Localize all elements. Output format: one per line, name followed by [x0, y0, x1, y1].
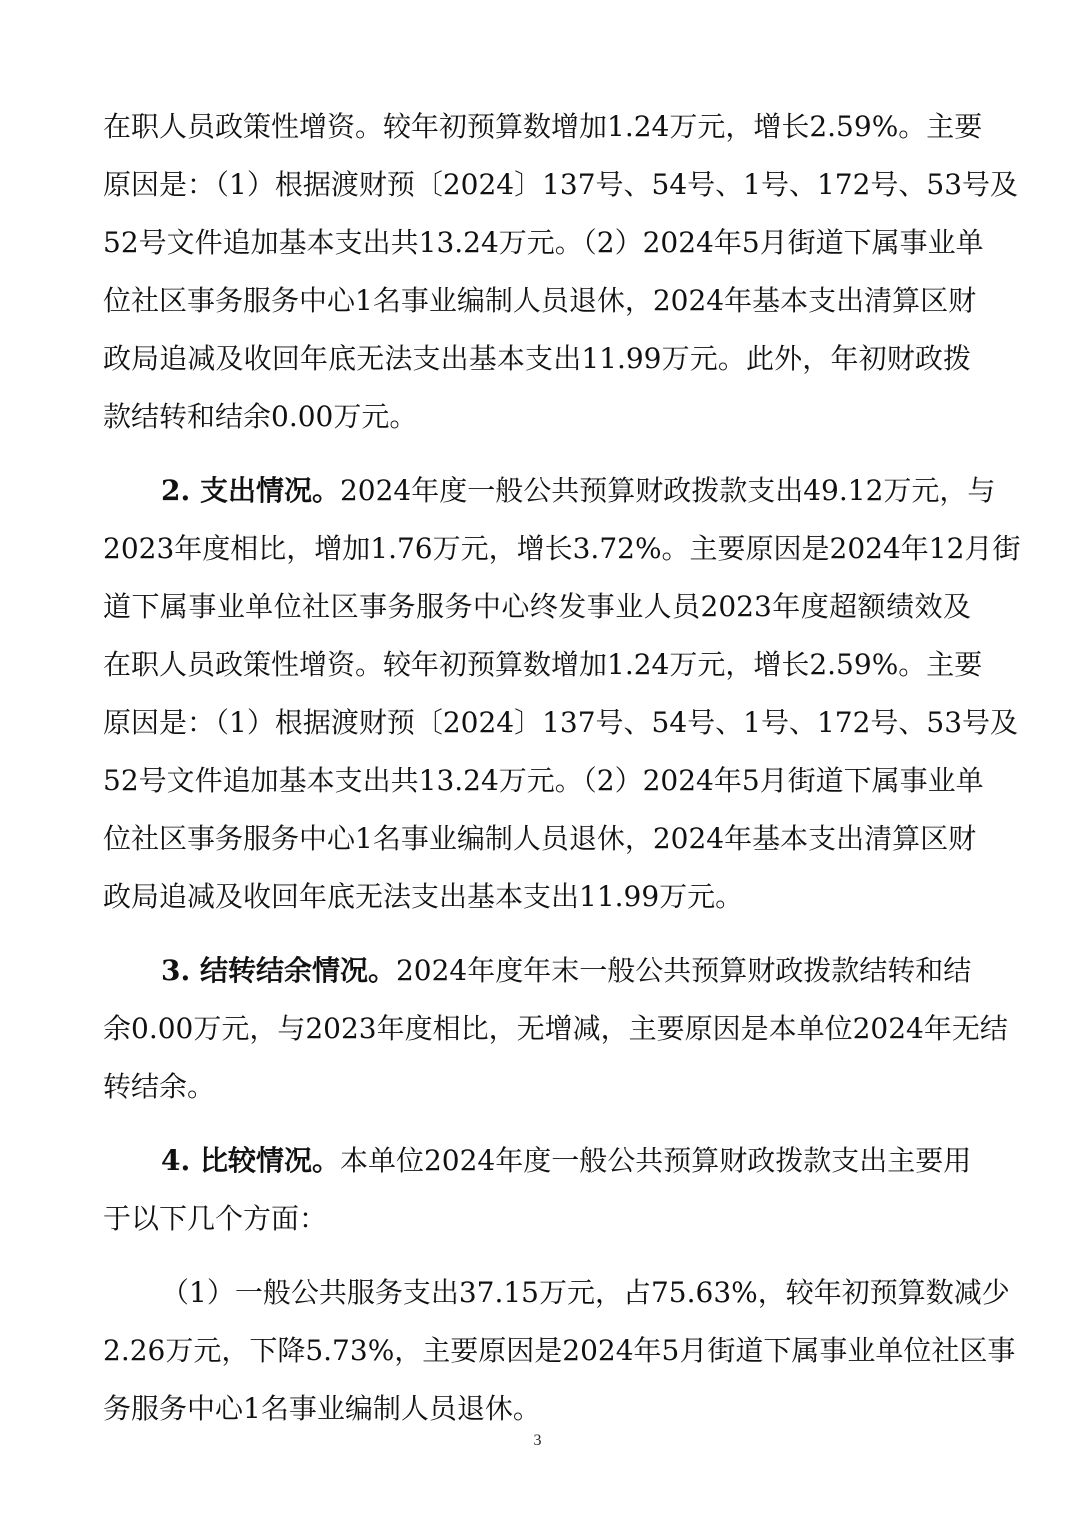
text-line: 政局追减及收回年底无法支出基本支出11.99万元。: [103, 880, 744, 913]
text-line: 原因是：（1）根据渡财预〔2024〕137号、54号、1号、172号、53号及: [103, 706, 1019, 739]
paragraph-comparison: [103, 1132, 971, 1248]
text-line: 转结余。: [103, 1070, 216, 1103]
text-line: 余0.00万元，与2023年度相比，无增减，主要原因是本单位2024年无结: [103, 1012, 1008, 1045]
text-line: [103, 462, 996, 520]
text-line: [103, 1132, 971, 1190]
section-heading-expenditure: 2. 支出情况。: [161, 474, 340, 507]
text-line: 在职人员政策性增资。较年初预算数增加1.24万元，增长2.59%。主要: [103, 648, 983, 681]
text-line: 在职人员政策性增资。较年初预算数增加1.24万元，增长2.59%。主要: [103, 110, 983, 143]
document-body: [103, 98, 1021, 1438]
text-line: 于以下几个方面：: [103, 1202, 328, 1235]
paragraph-income-continued: [103, 98, 1019, 446]
text-line: 位社区事务服务中心1名事业编制人员退休，2024年基本支出清算区财: [103, 284, 977, 317]
text-line: 2.26万元，下降5.73%，主要原因是2024年5月街道下属事业单位社区事: [103, 1334, 1016, 1367]
page-number: 3: [533, 1432, 542, 1449]
text-line: 2023年度相比，增加1.76万元，增长3.72%。主要原因是2024年12月街: [103, 532, 1021, 565]
paragraph-general-public-services: [103, 1264, 1016, 1438]
text-segment: 2024年度年末一般公共预算财政拨款结转和结: [395, 954, 972, 987]
text-line: 务服务中心1名事业编制人员退休。: [103, 1392, 541, 1425]
text-line: （1）一般公共服务支出37.15万元，占75.63%，较年初预算数减少: [161, 1276, 1010, 1309]
paragraph-expenditure: [103, 462, 1021, 926]
text-line: 位社区事务服务中心1名事业编制人员退休，2024年基本支出清算区财: [103, 822, 977, 855]
text-line: [103, 942, 971, 1000]
section-heading-comparison: 4. 比较情况。: [161, 1144, 340, 1177]
text-segment: 2024年度一般公共预算财政拨款支出49.12万元，与: [339, 474, 996, 507]
text-line: 原因是：（1）根据渡财预〔2024〕137号、54号、1号、172号、53号及: [103, 168, 1019, 201]
section-heading-carryover: 3. 结转结余情况。: [161, 954, 396, 987]
text-segment: 本单位2024年度一般公共预算财政拨款支出主要用: [339, 1144, 972, 1177]
text-line: 52号文件追加基本支出共13.24万元。（2）2024年5月街道下属事业单: [103, 226, 984, 259]
text-line: 道下属事业单位社区事务服务中心终发事业人员2023年度超额绩效及: [103, 590, 971, 623]
paragraph-carryover: [103, 942, 1008, 1116]
text-line: 款结转和结余0.00万元。: [103, 400, 418, 433]
text-line: 政局追减及收回年底无法支出基本支出11.99万元。此外，年初财政拨: [103, 342, 971, 375]
text-line: 52号文件追加基本支出共13.24万元。（2）2024年5月街道下属事业单: [103, 764, 984, 797]
